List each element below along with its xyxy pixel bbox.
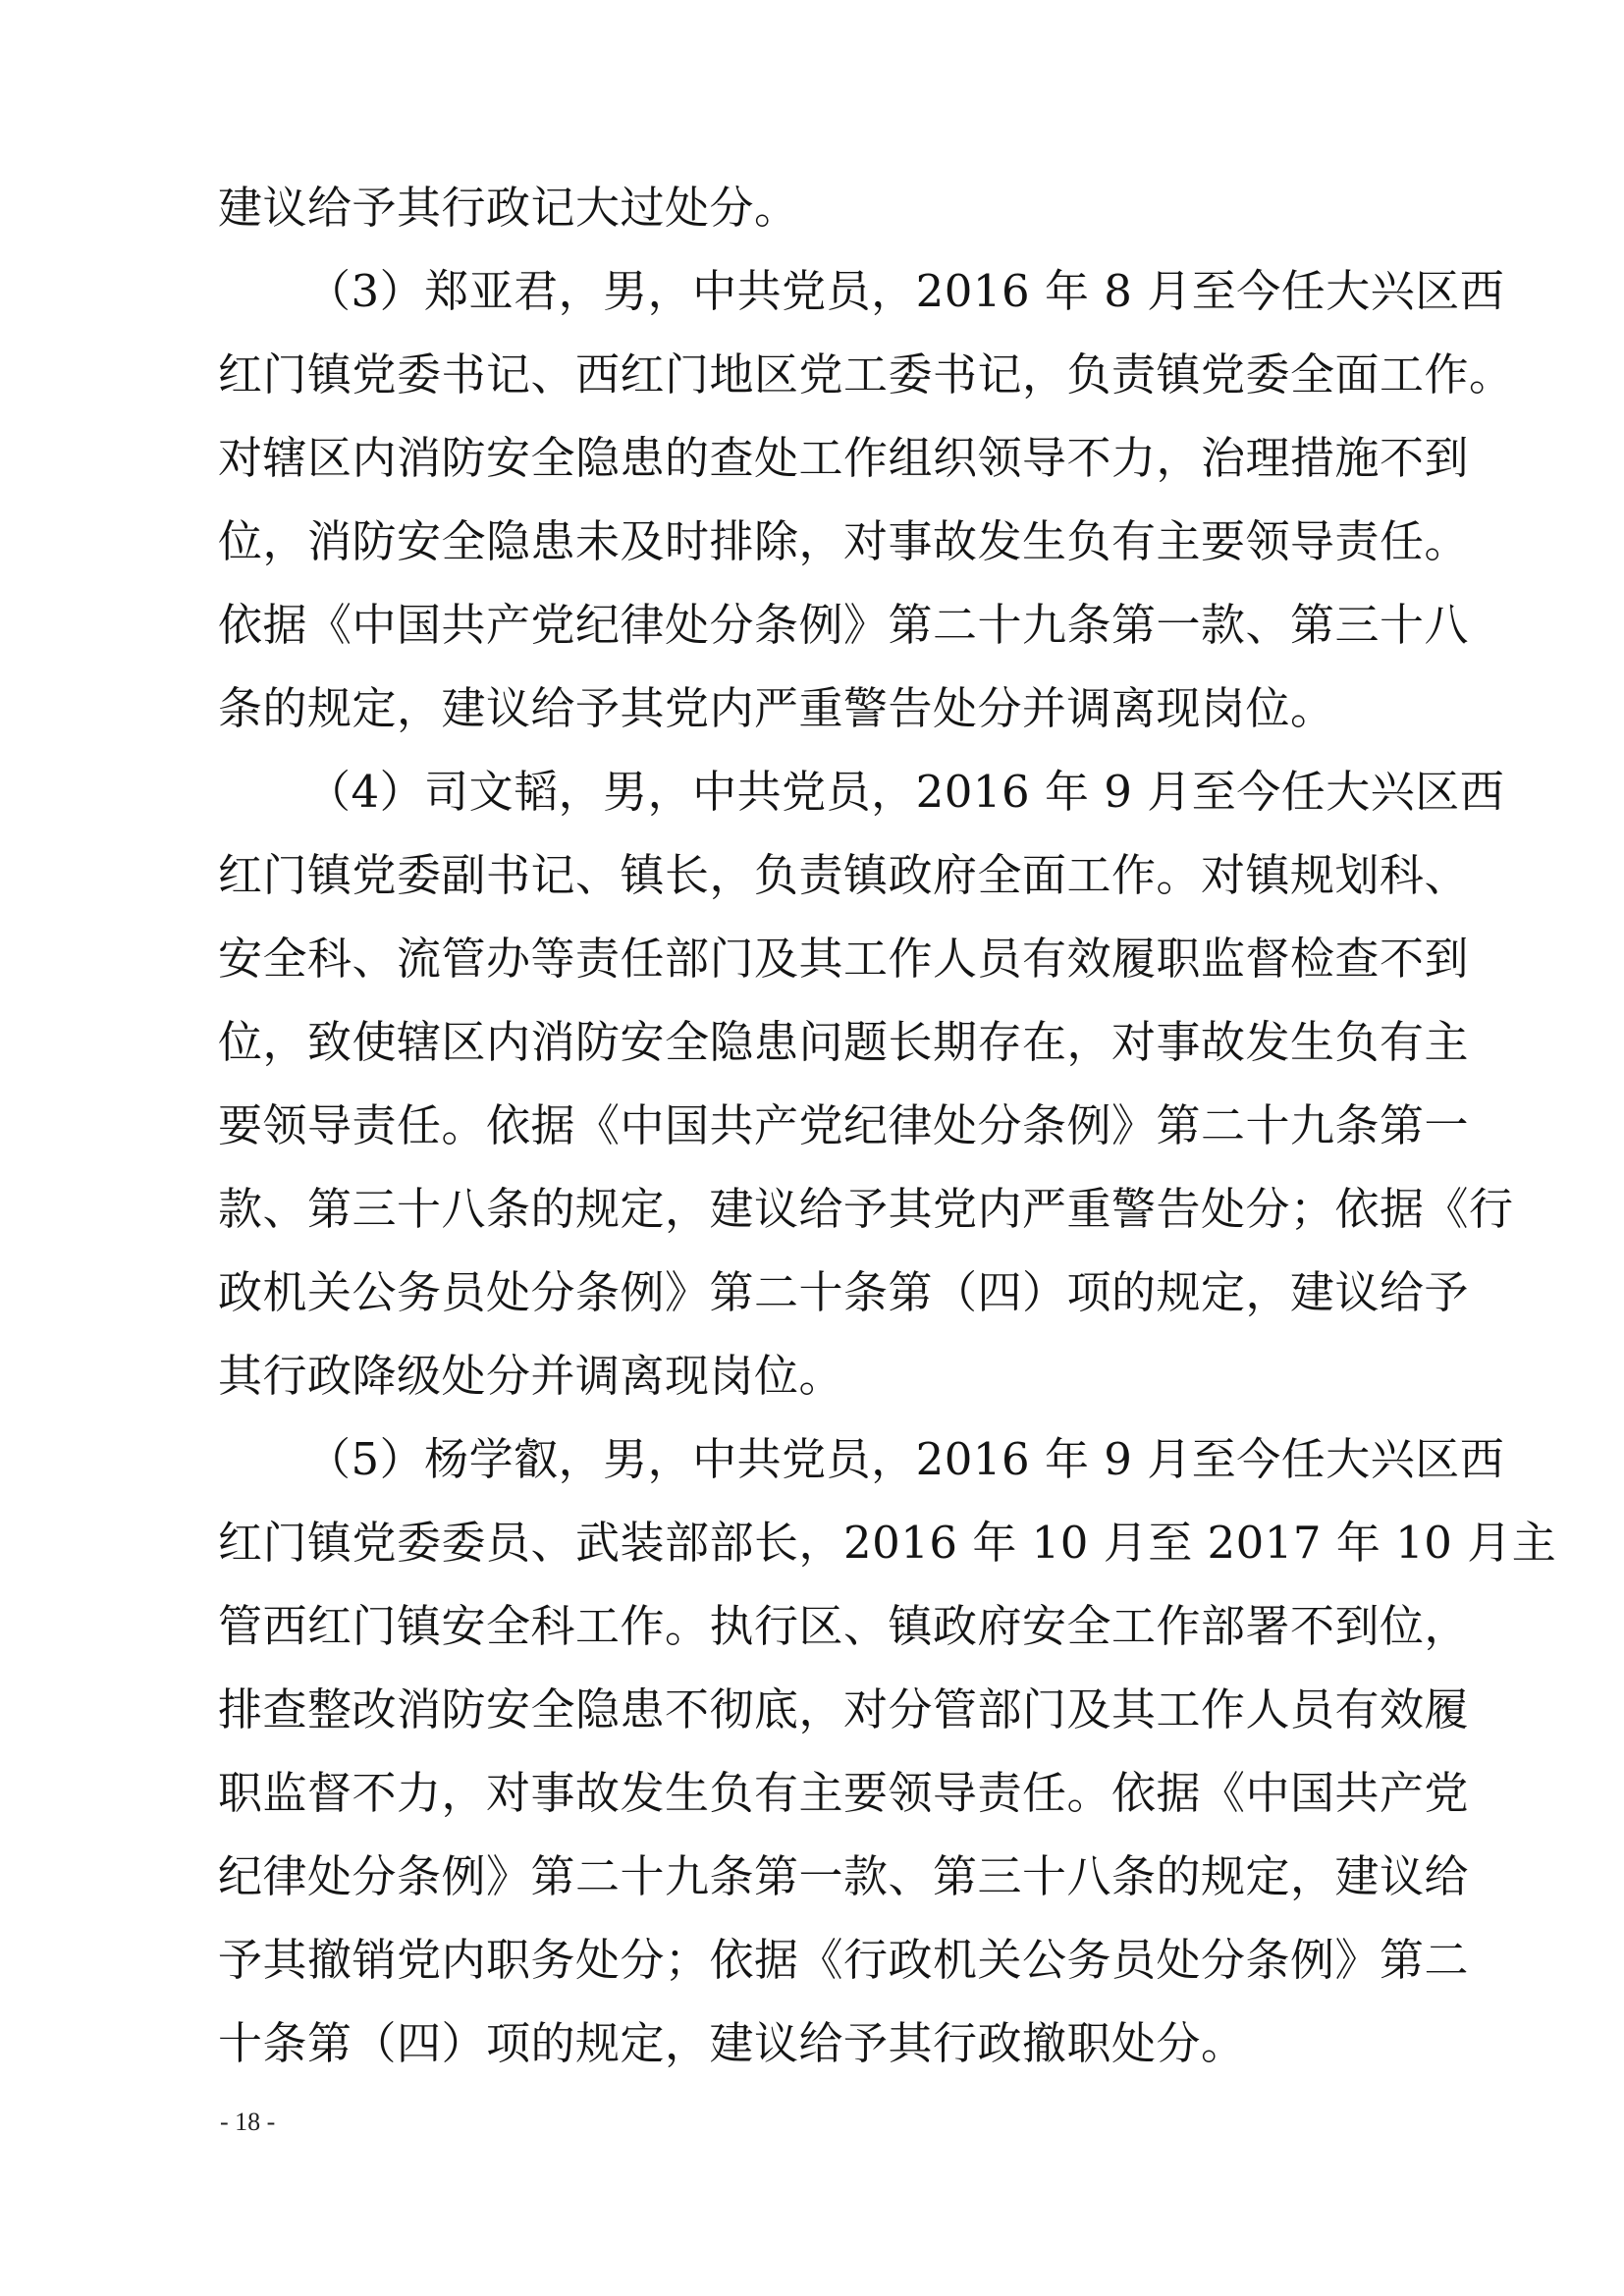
paragraph-4-line-2: 红门镇党委副书记、镇长，负责镇政府全面工作。对镇规划科、 bbox=[218, 849, 1470, 901]
paragraph-4-line-3: 安全科、流管办等责任部门及其工作人员有效履职监督检查不到 bbox=[218, 933, 1470, 985]
paragraph-3-line-5: 依据《中国共产党纪律处分条例》第二十九条第一款、第三十八 bbox=[218, 599, 1470, 651]
paragraph-3-line-6: 条的规定，建议给予其党内严重警告处分并调离现岗位。 bbox=[218, 682, 1335, 734]
paragraph-3-line-1: （3）郑亚君，男，中共党员，2016 年 8 月至今任大兴区西 bbox=[306, 265, 1505, 317]
paragraph-5-line-5: 职监督不力，对事故发生负有主要领导责任。依据《中国共产党 bbox=[218, 1767, 1470, 1819]
paragraph-5-line-6: 纪律处分条例》第二十九条第一款、第三十八条的规定，建议给 bbox=[218, 1850, 1470, 1902]
paragraph-5-line-2: 红门镇党委委员、武装部部长，2016 年 10 月至 2017 年 10 月主 bbox=[218, 1517, 1557, 1569]
paragraph-3-line-3: 对辖区内消防安全隐患的查处工作组织领导不力，治理措施不到 bbox=[218, 432, 1470, 484]
paragraph-3-line-2: 红门镇党委书记、西红门地区党工委书记，负责镇党委全面工作。 bbox=[218, 348, 1514, 400]
paragraph-4-line-8: 其行政降级处分并调离现岗位。 bbox=[218, 1350, 844, 1402]
page-number: - 18 - bbox=[220, 2108, 276, 2136]
paragraph-4-line-1: （4）司文韬，男，中共党员，2016 年 9 月至今任大兴区西 bbox=[306, 766, 1505, 818]
paragraph-5-line-1: （5）杨学叡，男，中共党员，2016 年 9 月至今任大兴区西 bbox=[306, 1433, 1505, 1485]
paragraph-4-line-5: 要领导责任。依据《中国共产党纪律处分条例》第二十九条第一 bbox=[218, 1099, 1470, 1151]
paragraph-5-line-4: 排查整改消防安全隐患不彻底，对分管部门及其工作人员有效履 bbox=[218, 1683, 1470, 1735]
paragraph-4-line-4: 位，致使辖区内消防安全隐患问题长期存在，对事故发生负有主 bbox=[218, 1016, 1470, 1068]
paragraph-4-line-6: 款、第三十八条的规定，建议给予其党内严重警告处分；依据《行 bbox=[218, 1183, 1514, 1235]
paragraph-5-line-3: 管西红门镇安全科工作。执行区、镇政府安全工作部署不到位， bbox=[218, 1600, 1470, 1652]
paragraph-5-line-8: 十条第（四）项的规定，建议给予其行政撤职处分。 bbox=[218, 2017, 1246, 2069]
paragraph-5-line-7: 予其撤销党内职务处分；依据《行政机关公务员处分条例》第二 bbox=[218, 1934, 1470, 1986]
paragraph-4-line-7: 政机关公务员处分条例》第二十条第（四）项的规定，建议给予 bbox=[218, 1266, 1470, 1318]
paragraph-3-line-4: 位，消防安全隐患未及时排除，对事故发生负有主要领导责任。 bbox=[218, 515, 1470, 567]
text-line-1: 建议给予其行政记大过处分。 bbox=[218, 182, 799, 234]
